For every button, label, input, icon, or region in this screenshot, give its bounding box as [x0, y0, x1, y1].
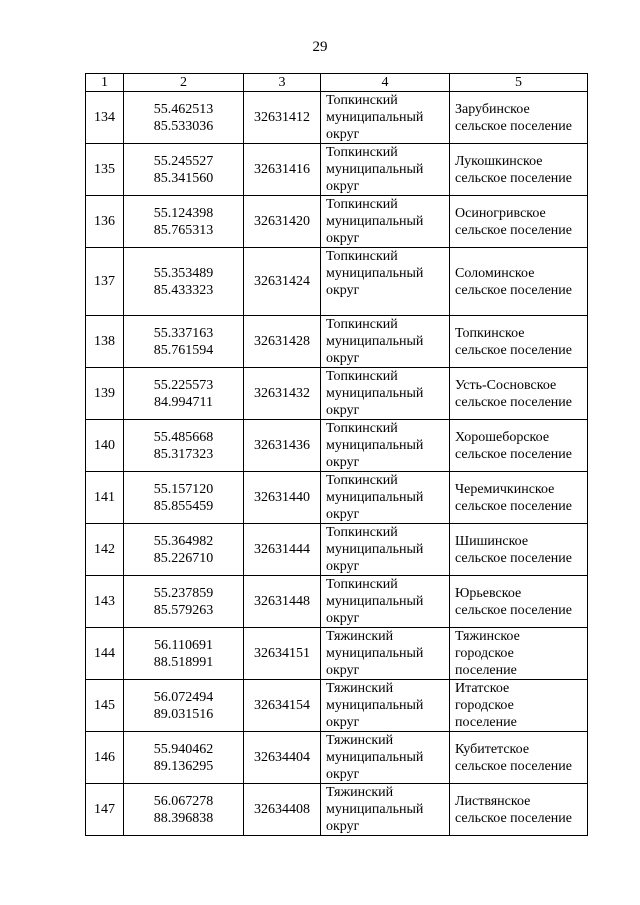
latitude-value: 56.072494	[153, 689, 214, 705]
oktmo-code-cell: 32631440	[244, 472, 321, 524]
municipality-cell	[321, 316, 450, 368]
settlement-line: поселение	[455, 663, 517, 678]
settlement-cell	[450, 680, 588, 732]
oktmo-code-cell: 32631444	[244, 524, 321, 576]
latitude-value: 55.337163	[153, 325, 214, 341]
latitude-value: 56.067278	[153, 793, 214, 809]
settlement-cell	[450, 144, 588, 196]
coordinates-cell	[124, 368, 244, 420]
settlement-line: сельское поселение	[455, 758, 572, 774]
municipality-cell	[321, 144, 450, 196]
municipality-line: муниципальный	[326, 334, 424, 349]
settlement-line: поселение	[455, 715, 517, 730]
settlement-cell	[450, 732, 588, 784]
municipality-line: муниципальный	[326, 594, 424, 609]
coordinates-cell	[124, 732, 244, 784]
longitude-value: 85.579263	[153, 602, 214, 618]
row-number-cell: 139	[86, 368, 124, 420]
longitude-value: 85.226710	[153, 550, 214, 566]
longitude-value: 85.317323	[153, 446, 214, 462]
settlement-line: сельское поселение	[455, 342, 572, 358]
table-row	[86, 92, 588, 144]
coordinates-cell	[124, 316, 244, 368]
oktmo-code-cell: 32631428	[244, 316, 321, 368]
oktmo-code-cell: 32631420	[244, 196, 321, 248]
municipality-line: Топкинский	[326, 525, 398, 540]
settlement-line: Черемичкинское	[455, 481, 555, 497]
longitude-value: 89.031516	[153, 706, 214, 722]
municipality-line: муниципальный	[326, 110, 424, 125]
oktmo-code-cell: 32634408	[244, 784, 321, 836]
settlement-cell	[450, 248, 588, 316]
settlement-line: сельское поселение	[455, 602, 572, 618]
table-header-row	[86, 74, 588, 92]
row-number-cell: 140	[86, 420, 124, 472]
settlement-cell	[450, 472, 588, 524]
settlement-line: сельское поселение	[455, 394, 572, 410]
settlement-line: Соломинское	[455, 265, 535, 281]
settlement-line: Кубитетское	[455, 741, 530, 757]
municipality-cell	[321, 732, 450, 784]
settlement-cell	[450, 196, 588, 248]
longitude-value: 85.533036	[153, 118, 214, 134]
municipality-line: Топкинский	[326, 249, 398, 264]
municipality-cell	[321, 92, 450, 144]
page-number: 29	[312, 39, 328, 55]
municipality-line: округ	[326, 283, 360, 298]
row-number-cell: 135	[86, 144, 124, 196]
oktmo-code-cell: 32631412	[244, 92, 321, 144]
oktmo-code-cell: 32631448	[244, 576, 321, 628]
table-row	[86, 196, 588, 248]
coordinates-cell	[124, 628, 244, 680]
latitude-value: 55.940462	[153, 741, 214, 757]
municipality-line: муниципальный	[326, 750, 424, 765]
municipality-line: округ	[326, 663, 360, 678]
latitude-value: 55.157120	[153, 481, 214, 497]
settlement-line: городское	[455, 698, 514, 713]
oktmo-code-cell: 32634404	[244, 732, 321, 784]
oktmo-code-cell: 32634151	[244, 628, 321, 680]
column-header-4: 4	[321, 74, 450, 92]
longitude-value: 88.396838	[153, 810, 214, 826]
settlement-line: Тяжинское	[455, 629, 520, 644]
municipality-line: муниципальный	[326, 266, 424, 281]
oktmo-code-cell: 32631432	[244, 368, 321, 420]
table-row	[86, 576, 588, 628]
table-row	[86, 732, 588, 784]
settlement-cell	[450, 628, 588, 680]
municipality-line: муниципальный	[326, 386, 424, 401]
row-number-cell: 137	[86, 248, 124, 316]
settlement-line: Усть-Сосновское	[455, 377, 557, 393]
row-number-cell: 142	[86, 524, 124, 576]
settlement-cell	[450, 524, 588, 576]
municipality-line: Топкинский	[326, 369, 398, 384]
municipality-line: Тяжинский	[326, 681, 394, 696]
municipality-line: муниципальный	[326, 646, 424, 661]
latitude-value: 55.225573	[153, 377, 214, 393]
latitude-value: 55.364982	[153, 533, 214, 549]
settlements-table	[85, 73, 588, 836]
settlement-cell	[450, 420, 588, 472]
settlement-cell	[450, 784, 588, 836]
longitude-value: 85.761594	[153, 342, 214, 358]
municipality-cell	[321, 420, 450, 472]
municipality-line: округ	[326, 767, 360, 782]
settlement-cell	[450, 576, 588, 628]
municipality-line: Топкинский	[326, 473, 398, 488]
settlement-line: Хорошеборское	[455, 429, 550, 445]
row-number-cell: 134	[86, 92, 124, 144]
table-row	[86, 248, 588, 316]
municipality-line: Топкинский	[326, 421, 398, 436]
latitude-value: 55.245527	[153, 153, 214, 169]
coordinates-cell	[124, 420, 244, 472]
coordinates-cell	[124, 196, 244, 248]
municipality-line: муниципальный	[326, 802, 424, 817]
municipality-cell	[321, 524, 450, 576]
table-row	[86, 472, 588, 524]
coordinates-cell	[124, 92, 244, 144]
coordinates-cell	[124, 144, 244, 196]
municipality-cell	[321, 196, 450, 248]
table-row	[86, 524, 588, 576]
municipality-line: Тяжинский	[326, 733, 394, 748]
settlement-line: Шишинское	[455, 533, 529, 549]
table-row	[86, 680, 588, 732]
settlement-line: Итатское	[455, 681, 510, 696]
municipality-line: муниципальный	[326, 214, 424, 229]
municipality-line: округ	[326, 179, 360, 194]
longitude-value: 85.341560	[153, 170, 214, 186]
table-row	[86, 784, 588, 836]
row-number-cell: 145	[86, 680, 124, 732]
longitude-value: 84.994711	[154, 394, 213, 410]
coordinates-cell	[124, 524, 244, 576]
settlement-line: Лукошкинское	[455, 153, 543, 169]
settlement-line: сельское поселение	[455, 282, 572, 298]
municipality-line: округ	[326, 351, 360, 366]
settlement-cell	[450, 92, 588, 144]
municipality-line: Топкинский	[326, 197, 398, 212]
coordinates-cell	[124, 472, 244, 524]
settlement-cell	[450, 316, 588, 368]
municipality-line: округ	[326, 403, 360, 418]
settlement-line: сельское поселение	[455, 498, 572, 514]
settlement-line: сельское поселение	[455, 118, 572, 134]
municipality-line: муниципальный	[326, 162, 424, 177]
municipality-cell	[321, 248, 450, 316]
coordinates-cell	[124, 784, 244, 836]
settlement-line: Листвянское	[455, 793, 531, 809]
municipality-line: округ	[326, 455, 360, 470]
settlement-line: Юрьевское	[455, 585, 522, 601]
settlement-line: сельское поселение	[455, 222, 572, 238]
municipality-cell	[321, 576, 450, 628]
oktmo-code-cell: 32631416	[244, 144, 321, 196]
longitude-value: 85.855459	[153, 498, 214, 514]
municipality-line: Топкинский	[326, 93, 398, 108]
latitude-value: 55.237859	[153, 585, 214, 601]
row-number-cell: 136	[86, 196, 124, 248]
row-number-cell: 143	[86, 576, 124, 628]
longitude-value: 88.518991	[153, 654, 214, 670]
table-row	[86, 628, 588, 680]
settlement-line: сельское поселение	[455, 170, 572, 186]
table-row	[86, 420, 588, 472]
longitude-value: 85.433323	[153, 282, 214, 298]
municipality-line: муниципальный	[326, 438, 424, 453]
settlement-line: сельское поселение	[455, 550, 572, 566]
settlement-line: сельское поселение	[455, 810, 572, 826]
column-header-1: 1	[86, 74, 124, 92]
settlement-line: Осиногривское	[455, 205, 546, 221]
municipality-line: Топкинский	[326, 145, 398, 160]
row-number-cell: 141	[86, 472, 124, 524]
coordinates-cell	[124, 680, 244, 732]
table-row	[86, 368, 588, 420]
settlement-line: городское	[455, 646, 514, 661]
coordinates-cell	[124, 576, 244, 628]
longitude-value: 85.765313	[153, 222, 214, 238]
settlement-line: Топкинское	[455, 325, 525, 341]
municipality-line: муниципальный	[326, 542, 424, 557]
row-number-cell: 138	[86, 316, 124, 368]
column-header-5: 5	[450, 74, 588, 92]
municipality-line: округ	[326, 231, 360, 246]
latitude-value: 55.462513	[153, 101, 214, 117]
oktmo-code-cell: 32631436	[244, 420, 321, 472]
municipality-line: Топкинский	[326, 577, 398, 592]
municipality-cell	[321, 472, 450, 524]
row-number-cell: 147	[86, 784, 124, 836]
latitude-value: 56.110691	[154, 637, 213, 653]
oktmo-code-cell: 32631424	[244, 248, 321, 316]
municipality-line: муниципальный	[326, 490, 424, 505]
municipality-cell	[321, 680, 450, 732]
municipality-line: округ	[326, 127, 360, 142]
longitude-value: 89.136295	[153, 758, 214, 774]
row-number-cell: 144	[86, 628, 124, 680]
municipality-line: округ	[326, 715, 360, 730]
municipality-line: округ	[326, 611, 360, 626]
municipality-cell	[321, 368, 450, 420]
settlement-cell	[450, 368, 588, 420]
municipality-line: Тяжинский	[326, 785, 394, 800]
column-header-3: 3	[244, 74, 321, 92]
municipality-line: Топкинский	[326, 317, 398, 332]
municipality-cell	[321, 628, 450, 680]
municipality-line: муниципальный	[326, 698, 424, 713]
column-header-2: 2	[124, 74, 244, 92]
municipality-line: округ	[326, 559, 360, 574]
row-number-cell: 146	[86, 732, 124, 784]
table-row	[86, 144, 588, 196]
oktmo-code-cell: 32634154	[244, 680, 321, 732]
latitude-value: 55.485668	[153, 429, 214, 445]
latitude-value: 55.124398	[153, 205, 214, 221]
settlement-line: Зарубинское	[455, 101, 530, 117]
municipality-cell	[321, 784, 450, 836]
settlement-line: сельское поселение	[455, 446, 572, 462]
municipality-line: Тяжинский	[326, 629, 394, 644]
coordinates-cell	[124, 248, 244, 316]
latitude-value: 55.353489	[153, 265, 214, 281]
table-row	[86, 316, 588, 368]
municipality-line: округ	[326, 819, 360, 834]
municipality-line: округ	[326, 507, 360, 522]
table-body	[86, 92, 588, 836]
